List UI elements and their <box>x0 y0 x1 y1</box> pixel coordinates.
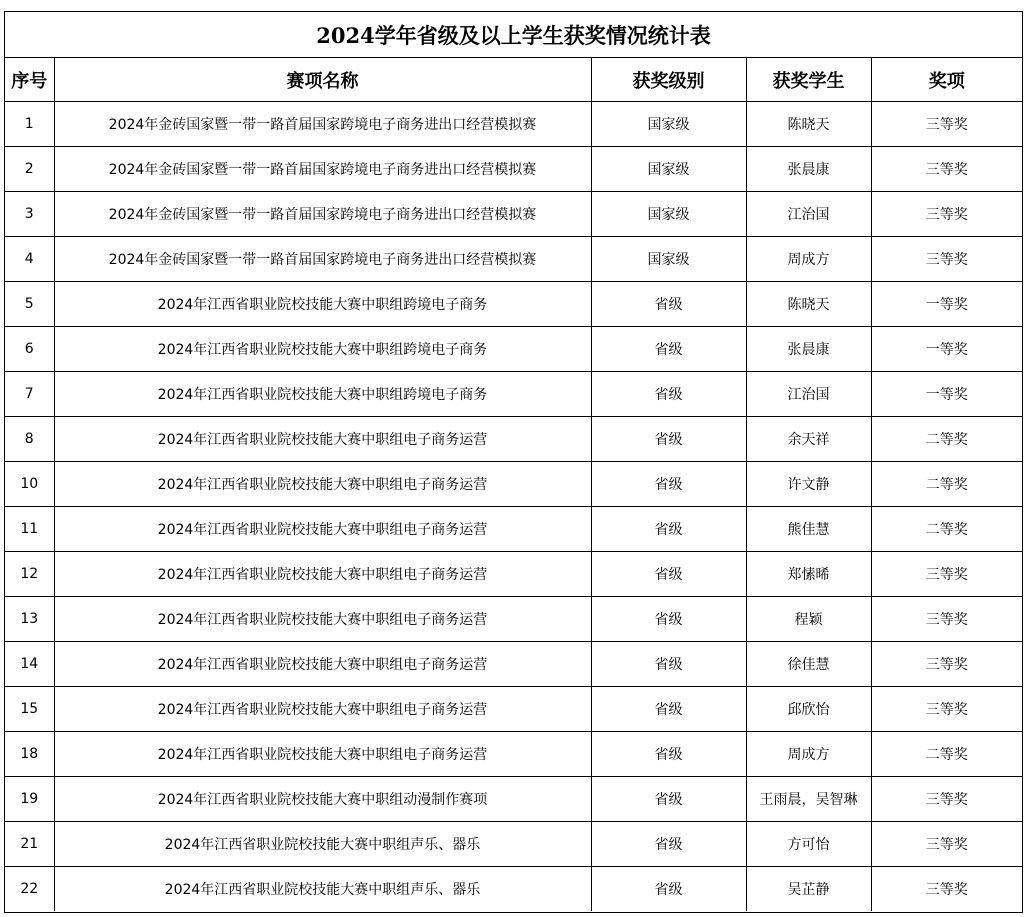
table-row <box>5 237 1022 282</box>
cell-award: 三等奖 <box>871 552 1022 597</box>
cell-award: 二等奖 <box>871 462 1022 507</box>
cell-award: 一等奖 <box>871 372 1022 417</box>
cell-award: 一等奖 <box>871 282 1022 327</box>
cell-student: 江治国 <box>746 372 871 417</box>
cell-award-level: 省级 <box>591 777 746 822</box>
cell-no: 18 <box>5 732 54 777</box>
cell-award-level: 省级 <box>591 822 746 867</box>
cell-no: 2 <box>5 147 54 192</box>
column-header-level: 获奖级别 <box>591 58 746 102</box>
cell-award: 三等奖 <box>871 237 1022 282</box>
cell-no: 7 <box>5 372 54 417</box>
cell-no: 8 <box>5 417 54 462</box>
cell-student: 程颖 <box>746 597 871 642</box>
table-row <box>5 282 1022 327</box>
cell-event-name: 2024年江西省职业院校技能大赛中职组跨境电子商务 <box>54 372 591 417</box>
cell-award: 三等奖 <box>871 102 1022 147</box>
cell-student: 余天祥 <box>746 417 871 462</box>
column-header-event: 赛项名称 <box>54 58 591 102</box>
cell-award-level: 省级 <box>591 417 746 462</box>
cell-award-level: 省级 <box>591 327 746 372</box>
cell-student: 许文静 <box>746 462 871 507</box>
cell-award: 三等奖 <box>871 642 1022 687</box>
cell-student: 张晨康 <box>746 327 871 372</box>
cell-event-name: 2024年江西省职业院校技能大赛中职组电子商务运营 <box>54 732 591 777</box>
cell-award: 二等奖 <box>871 417 1022 462</box>
cell-event-name: 2024年金砖国家暨一带一路首届国家跨境电子商务进出口经营模拟赛 <box>54 237 591 282</box>
cell-award-level: 省级 <box>591 372 746 417</box>
cell-award-level: 省级 <box>591 507 746 552</box>
cell-event-name: 2024年金砖国家暨一带一路首届国家跨境电子商务进出口经营模拟赛 <box>54 102 591 147</box>
cell-award: 三等奖 <box>871 147 1022 192</box>
cell-event-name: 2024年江西省职业院校技能大赛中职组跨境电子商务 <box>54 327 591 372</box>
cell-award: 三等奖 <box>871 867 1022 912</box>
table-row <box>5 372 1022 417</box>
cell-award: 三等奖 <box>871 192 1022 237</box>
column-header-no: 序号 <box>5 58 54 102</box>
cell-award-level: 省级 <box>591 552 746 597</box>
cell-event-name: 2024年江西省职业院校技能大赛中职组电子商务运营 <box>54 462 591 507</box>
header-row <box>5 58 1022 102</box>
table-row <box>5 822 1022 867</box>
cell-event-name: 2024年江西省职业院校技能大赛中职组电子商务运营 <box>54 687 591 732</box>
award-statistics-sheet <box>4 11 1023 913</box>
cell-award-level: 国家级 <box>591 102 746 147</box>
cell-no: 11 <box>5 507 54 552</box>
cell-student: 徐佳慧 <box>746 642 871 687</box>
cell-no: 22 <box>5 867 54 912</box>
table-row <box>5 777 1022 822</box>
table-row <box>5 147 1022 192</box>
cell-award: 一等奖 <box>871 327 1022 372</box>
table-row <box>5 507 1022 552</box>
table-row <box>5 687 1022 732</box>
cell-event-name: 2024年江西省职业院校技能大赛中职组动漫制作赛项 <box>54 777 591 822</box>
cell-award-level: 省级 <box>591 732 746 777</box>
cell-no: 12 <box>5 552 54 597</box>
cell-no: 15 <box>5 687 54 732</box>
cell-award: 二等奖 <box>871 732 1022 777</box>
cell-award-level: 国家级 <box>591 192 746 237</box>
cell-no: 1 <box>5 102 54 147</box>
cell-student: 陈晓天 <box>746 102 871 147</box>
cell-no: 19 <box>5 777 54 822</box>
cell-award: 三等奖 <box>871 777 1022 822</box>
cell-student: 郑愫晞 <box>746 552 871 597</box>
cell-student: 熊佳慧 <box>746 507 871 552</box>
column-header-student: 获奖学生 <box>746 58 871 102</box>
cell-event-name: 2024年金砖国家暨一带一路首届国家跨境电子商务进出口经营模拟赛 <box>54 192 591 237</box>
cell-student: 王雨晨，吴智琳 <box>746 777 871 822</box>
cell-award-level: 省级 <box>591 282 746 327</box>
cell-event-name: 2024年江西省职业院校技能大赛中职组电子商务运营 <box>54 552 591 597</box>
cell-award: 二等奖 <box>871 507 1022 552</box>
cell-student: 方可怡 <box>746 822 871 867</box>
awards-table-body <box>5 102 1022 912</box>
cell-student: 周成方 <box>746 732 871 777</box>
cell-event-name: 2024年江西省职业院校技能大赛中职组跨境电子商务 <box>54 282 591 327</box>
cell-student: 周成方 <box>746 237 871 282</box>
table-row <box>5 597 1022 642</box>
table-row <box>5 192 1022 237</box>
cell-event-name: 2024年江西省职业院校技能大赛中职组电子商务运营 <box>54 597 591 642</box>
table-row <box>5 417 1022 462</box>
cell-student: 张晨康 <box>746 147 871 192</box>
cell-award: 三等奖 <box>871 822 1022 867</box>
column-header-award: 奖项 <box>871 58 1022 102</box>
cell-award-level: 省级 <box>591 597 746 642</box>
cell-student: 吴芷静 <box>746 867 871 912</box>
cell-event-name: 2024年江西省职业院校技能大赛中职组电子商务运营 <box>54 417 591 462</box>
cell-no: 5 <box>5 282 54 327</box>
cell-no: 14 <box>5 642 54 687</box>
table-title: 2024学年省级及以上学生获奖情况统计表 <box>5 12 1022 58</box>
table-row <box>5 102 1022 147</box>
table-row <box>5 732 1022 777</box>
cell-award-level: 国家级 <box>591 147 746 192</box>
table-row <box>5 642 1022 687</box>
table-row <box>5 552 1022 597</box>
cell-event-name: 2024年金砖国家暨一带一路首届国家跨境电子商务进出口经营模拟赛 <box>54 147 591 192</box>
cell-award-level: 省级 <box>591 687 746 732</box>
cell-no: 10 <box>5 462 54 507</box>
cell-award: 三等奖 <box>871 687 1022 732</box>
cell-event-name: 2024年江西省职业院校技能大赛中职组电子商务运营 <box>54 642 591 687</box>
cell-event-name: 2024年江西省职业院校技能大赛中职组声乐、器乐 <box>54 822 591 867</box>
cell-event-name: 2024年江西省职业院校技能大赛中职组声乐、器乐 <box>54 867 591 912</box>
cell-no: 21 <box>5 822 54 867</box>
table-row <box>5 327 1022 372</box>
cell-award-level: 省级 <box>591 462 746 507</box>
cell-award-level: 省级 <box>591 642 746 687</box>
cell-award: 三等奖 <box>871 597 1022 642</box>
cell-student: 江治国 <box>746 192 871 237</box>
cell-event-name: 2024年江西省职业院校技能大赛中职组电子商务运营 <box>54 507 591 552</box>
cell-no: 3 <box>5 192 54 237</box>
cell-no: 13 <box>5 597 54 642</box>
table-row <box>5 867 1022 912</box>
cell-no: 4 <box>5 237 54 282</box>
table-row <box>5 462 1022 507</box>
awards-table <box>5 58 1022 911</box>
cell-award-level: 国家级 <box>591 237 746 282</box>
cell-award-level: 省级 <box>591 867 746 912</box>
cell-student: 邱欣怡 <box>746 687 871 732</box>
cell-no: 6 <box>5 327 54 372</box>
cell-student: 陈晓天 <box>746 282 871 327</box>
